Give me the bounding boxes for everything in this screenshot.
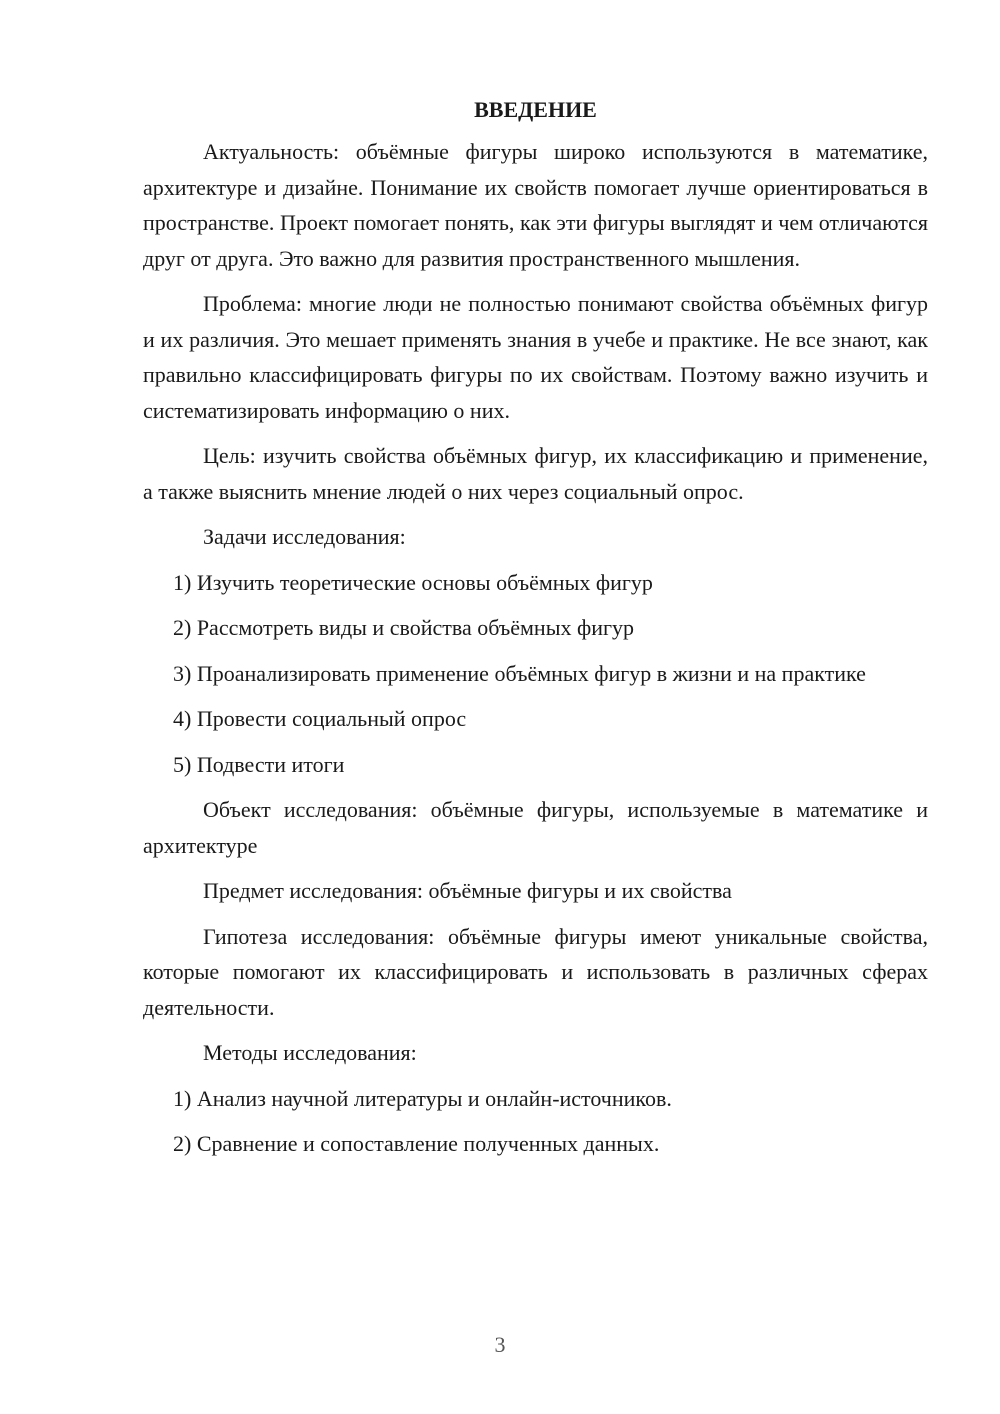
task-item: 2) Рассмотреть виды и свойства объёмных фигур [173, 615, 635, 640]
method-item: 2) Сравнение и сопоставление полученных данных. [173, 1131, 660, 1156]
document-page [143, 92, 928, 1172]
relevance-paragraph: Актуальность: объёмные фигуры широко используются в математике, архитектуре и дизайне. Понимание их свойств помогает лучше ориентироваться в пространстве. Проект помогает понять, как эти фигуры выглядят и чем отличаются друг от друга. Это важно для развития пространственного мышления. [143, 139, 928, 271]
tasks-heading: Задачи исследования: [203, 524, 406, 549]
hypothesis-paragraph: Гипотеза исследования: объёмные фигуры имеют уникальные свойства, которые помогают их классифицировать и использовать в различных сферах деятельности. [143, 923, 928, 1020]
page-number: 3 [494, 1332, 506, 1357]
section-title: ВВЕДЕНИЕ [474, 97, 597, 122]
object-paragraph: Объект исследования: объёмные фигуры, используемые в математике и архитектуре [143, 797, 928, 858]
method-item: 1) Анализ научной литературы и онлайн-источников. [173, 1085, 672, 1111]
methods-heading: Методы исследования: [203, 1040, 417, 1065]
subject-paragraph: Предмет исследования: объёмные фигуры и их свойства [203, 878, 732, 903]
task-item: 4) Провести социальный опрос [173, 706, 467, 731]
goal-paragraph: Цель: изучить свойства объёмных фигур, их классификацию и применение, а также выяснить мнение людей о них через социальный опрос. [143, 443, 928, 504]
task-item: 1) Изучить теоретические основы объёмных фигур [173, 569, 653, 595]
task-item: 5) Подвести итоги [173, 751, 345, 777]
problem-paragraph: Проблема: многие люди не полностью понимают свойства объёмных фигур и их различия. Это мешает применять знания в учебе и практике. Не все знают, как правильно классифицировать фигуры по их свойствам. Поэтому важно изучить и систематизировать информацию о них. [143, 291, 928, 423]
task-item: 3) Проанализировать применение объёмных фигур в жизни и на практике [173, 660, 866, 686]
